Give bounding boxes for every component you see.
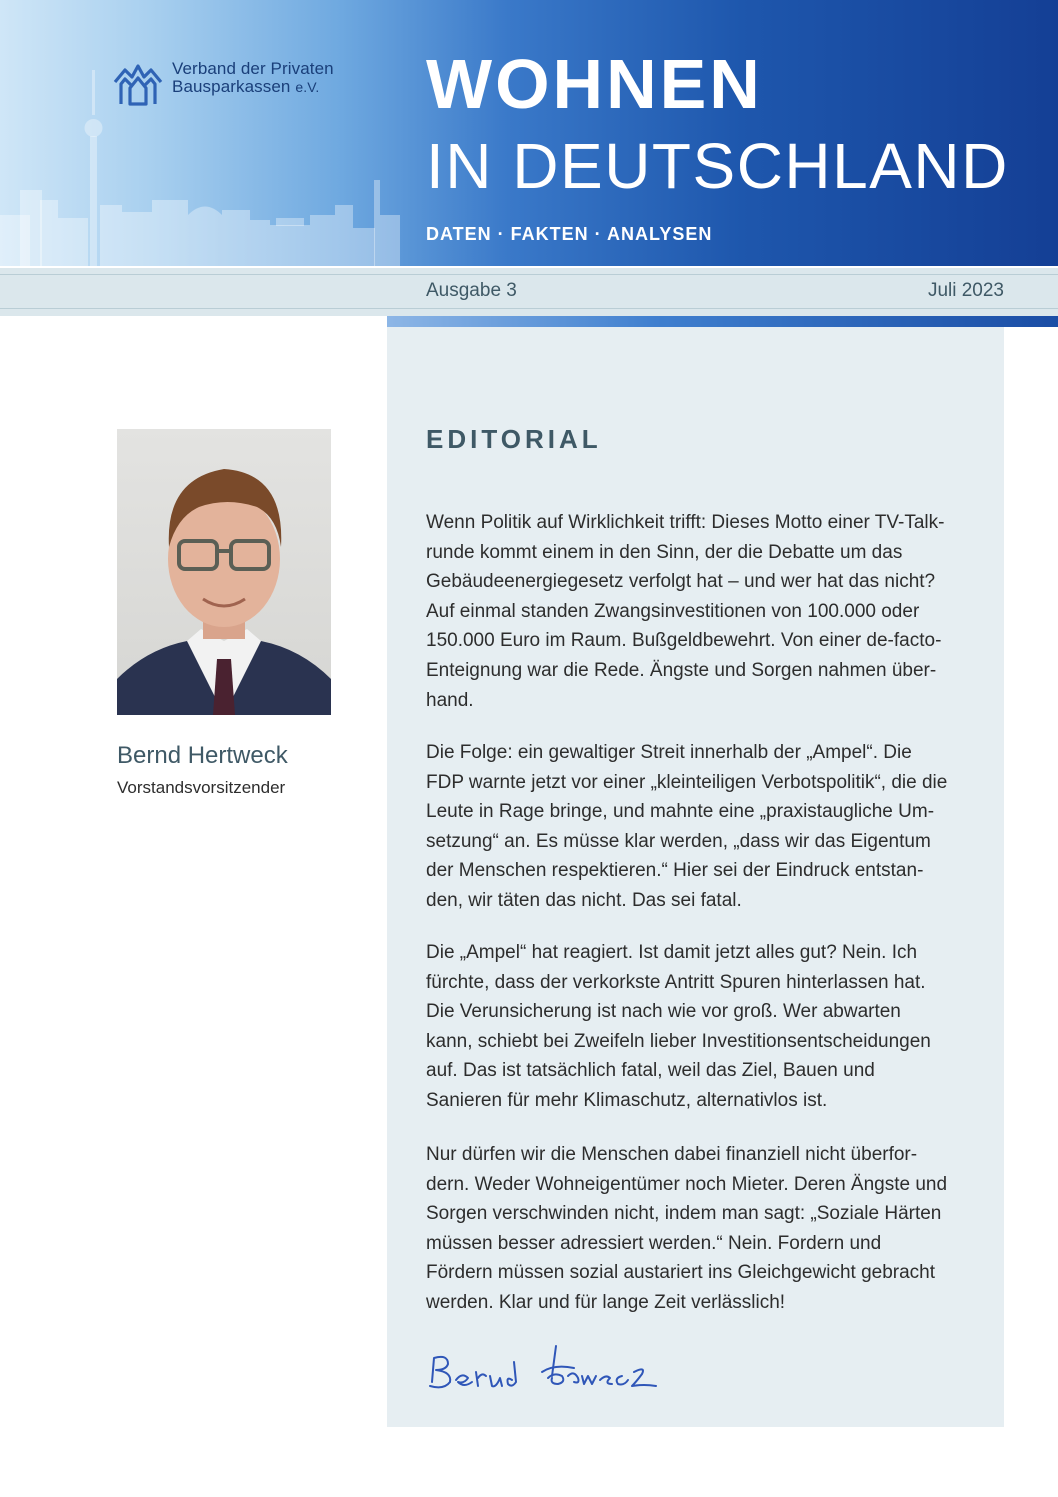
author-name: Bernd Hertweck xyxy=(117,742,288,769)
editorial-paragraph-3: Die „Ampel“ hat reagiert. Ist damit jetzt alles gut? Nein. Ich fürchte, dass der verkorkste Antritt Spuren hinterlassen hat. Die Verunsicherung ist nach wie vor groß. Wer abwarten kann, schiebt bei Zweifeln lieber Investitionsentscheidungen auf. Das ist tatsächlich fatal, weil das Ziel, Bauen und Sanieren für mehr Klimaschutz, alternativlos ist. xyxy=(426,942,931,1111)
org-name-suffix: e.V. xyxy=(295,79,320,95)
editorial-paragraph-1: Wenn Politik auf Wirklichkeit trifft: Dieses Motto einer TV-Talkrunde kommt einem in den Sinn, der die Debatte um das Gebäudeenergiegesetz verfolgt hat – und wer hat das nicht? Auf einmal standen Zwangsinvestitionen von 100.000 oder 150.000 Euro im Raum. Bußgeldbewehrt. Von einer de-facto-Enteignung war die Rede. Ängste und Sorgen nahmen überhand. xyxy=(426,512,945,711)
editorial-paragraph-4: Nur dürfen wir die Menschen dabei finanziell nicht überfordern. Weder Wohneigentümer noch Mieter. Deren Ängste und Sorgen verschwinden nicht, indem man sagt: „Soziale Härten müssen besser adressiert werden.“ Nein. Fordern und Fördern müssen sozial austariert ins Gleichgewicht gebracht werden. Klar und für lange Zeit verlässlich! xyxy=(426,1144,948,1313)
editorial-paragraph-2: Die Folge: ein gewaltiger Streit innerhalb der „Ampel“. Die FDP warnte jetzt vor einer „kleinteiligen Verbotspolitik“, die die Leute in Rage bringe, und mahnte eine „praxistaugliche Umsetzung“ an. Es müsse klar werden, „dass wir das Eigentum der Menschen respektieren.“ Hier sei der Eindruck entstanden, wir täten das nicht. Das sei fatal. xyxy=(426,742,948,911)
org-name-line2-text: Bausparkassen xyxy=(172,77,291,96)
issue-bar-divider-top xyxy=(0,274,1058,275)
issue-bar-divider-bottom xyxy=(0,308,1058,309)
issue-date: Juli 2023 xyxy=(927,280,1004,301)
author-role: Vorstandsvorsitzender xyxy=(117,778,286,797)
org-name xyxy=(172,60,334,96)
handwritten-signature-icon xyxy=(424,1332,674,1402)
header-banner xyxy=(0,0,1058,266)
editorial-title: EDITORIAL xyxy=(426,424,602,454)
person-portrait-icon xyxy=(117,429,331,715)
org-name-line1: Verband der Privaten xyxy=(172,59,334,78)
org-logo xyxy=(112,60,334,106)
issue-bar xyxy=(0,268,1058,316)
author-portrait xyxy=(117,429,331,715)
berlin-skyline-icon xyxy=(0,0,400,266)
issue-number: Ausgabe 3 xyxy=(426,280,517,301)
org-name-line2 xyxy=(172,78,334,96)
title-line2: IN DEUTSCHLAND xyxy=(426,130,1009,202)
accent-bar xyxy=(387,316,1058,327)
title-line1: WOHNEN xyxy=(426,45,763,123)
houses-logo-icon xyxy=(112,60,164,106)
subtitle: DATEN · FAKTEN · ANALYSEN xyxy=(426,224,713,244)
